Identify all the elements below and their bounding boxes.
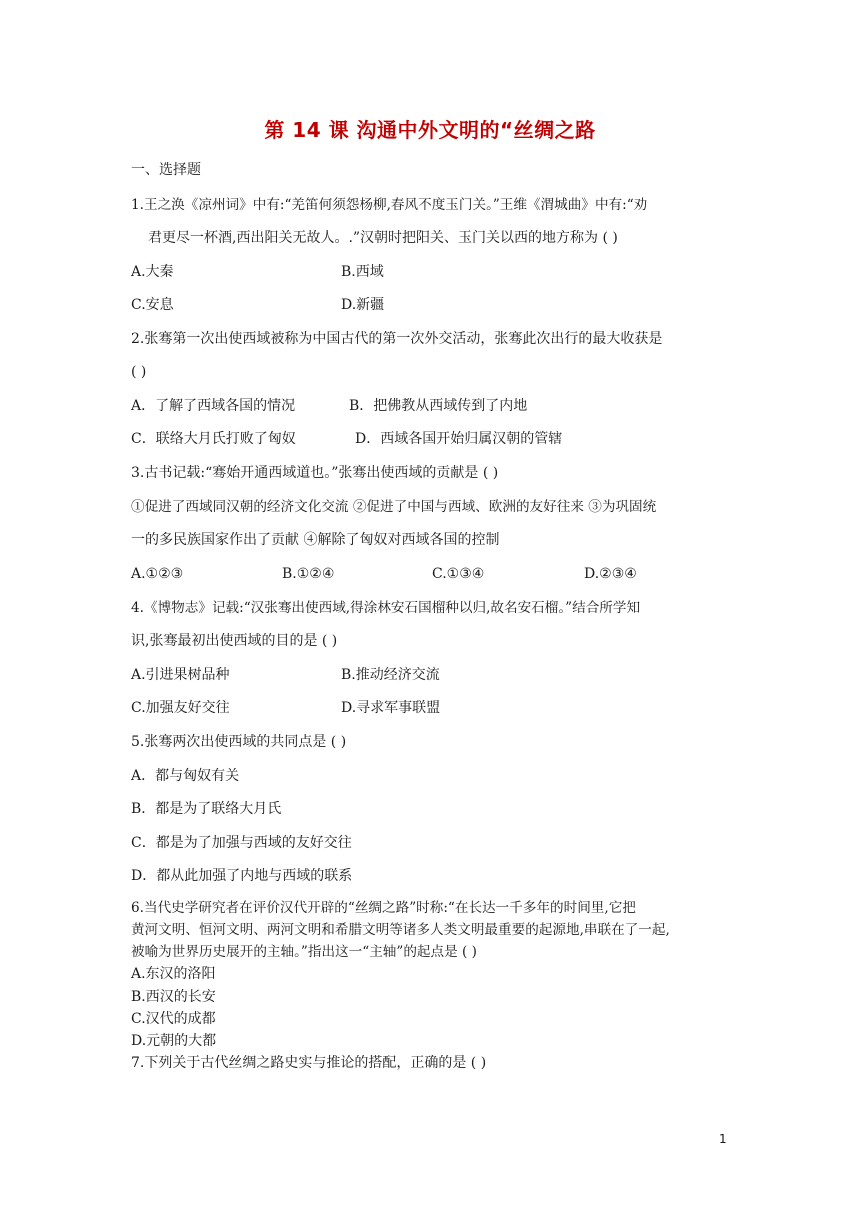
q3-option-c: C.①③④ xyxy=(432,566,485,582)
question-4-line-1: 4.《博物志》记载:“汉张骞出使西域,得涂林安石国榴种以归,故名安石榴。”结合所学知 xyxy=(131,600,641,616)
question-2-line-1: 2.张骞第一次出使西域被称为中国古代的第一次外交活动，张骞此次出行的最大收获是 xyxy=(131,331,663,347)
q4-option-b: B.推动经济交流 xyxy=(341,667,440,683)
section-heading: 一、选择题 xyxy=(131,162,201,178)
question-6-line-1: 6.当代史学研究者在评价汉代开辟的“丝绸之路”时称:“在长达一千多年的时间里,它把 xyxy=(131,900,636,916)
q6-option-a: A.东汉的洛阳 xyxy=(131,966,216,982)
question-2-line-2: ( ) xyxy=(131,364,147,380)
question-6-line-3: 被喻为世界历史展开的主轴。”指出这一“主轴”的起点是 ( ) xyxy=(131,944,477,960)
q4-option-a: A.引进果树品种 xyxy=(131,667,230,683)
question-4-line-2: 识,张骞最初出使西域的目的是 ( ) xyxy=(131,633,338,649)
q1-option-d: D.新疆 xyxy=(341,297,385,313)
q2-option-d: D．西域各国开始归属汉朝的管辖 xyxy=(355,431,563,447)
q3-option-a: A.①②③ xyxy=(131,566,184,582)
question-1-line-2: 君更尽一杯酒,西出阳关无故人。.”汉朝时把阳关、玉门关以西的地方称为 ( ) xyxy=(148,230,618,246)
question-1-line-1: 1.王之涣《凉州词》中有:“羌笛何须怨杨柳,春风不度玉门关。”王维《渭城曲》中有:“劝 xyxy=(131,197,648,213)
q5-option-d: D．都从此加强了内地与西域的联系 xyxy=(131,868,353,884)
question-3-line-1: 3.古书记载:“骞始开通西域道也。”张骞出使西域的贡献是 ( ) xyxy=(131,465,499,481)
page-number: 1 xyxy=(719,1132,727,1146)
q5-option-b: B．都是为了联络大月氏 xyxy=(131,801,282,817)
q4-option-c: C.加强友好交往 xyxy=(131,700,230,716)
question-7-line-1: 7.下列关于古代丝绸之路史实与推论的搭配，正确的是 ( ) xyxy=(131,1055,487,1071)
q4-option-d: D.寻求军事联盟 xyxy=(341,700,441,716)
lesson-title: 第 14 课 沟通中外文明的“丝绸之路 xyxy=(264,118,596,142)
q1-option-a: A.大秦 xyxy=(131,264,174,280)
q5-option-a: A．都与匈奴有关 xyxy=(131,768,240,784)
q3-option-d: D.②③④ xyxy=(584,566,637,582)
q6-option-b: B.西汉的长安 xyxy=(131,989,216,1005)
q2-option-c: C．联络大月氏打败了匈奴 xyxy=(131,431,296,447)
question-6-line-2: 黄河文明、恒河文明、两河文明和希腊文明等诸多人类文明最重要的起源地,串联在了一起, xyxy=(131,922,670,938)
question-3-line-2: ①促进了西域同汉朝的经济文化交流 ②促进了中国与西域、欧洲的友好往来 ③为巩固统 xyxy=(131,499,657,515)
q1-option-b: B.西域 xyxy=(341,264,384,280)
q1-option-c: C.安息 xyxy=(131,297,174,313)
q5-option-c: C．都是为了加强与西域的友好交往 xyxy=(131,835,352,851)
q2-option-b: B．把佛教从西域传到了内地 xyxy=(349,398,528,414)
q6-option-c: C.汉代的成都 xyxy=(131,1011,216,1027)
q2-option-a: A．了解了西域各国的情况 xyxy=(131,398,296,414)
q3-option-b: B.①②④ xyxy=(282,566,335,582)
q6-option-d: D.元朝的大都 xyxy=(131,1033,217,1049)
question-3-line-3: 一的多民族国家作出了贡献 ④解除了匈奴对西域各国的控制 xyxy=(131,532,500,548)
question-5-line-1: 5.张骞两次出使西域的共同点是 ( ) xyxy=(131,734,347,750)
